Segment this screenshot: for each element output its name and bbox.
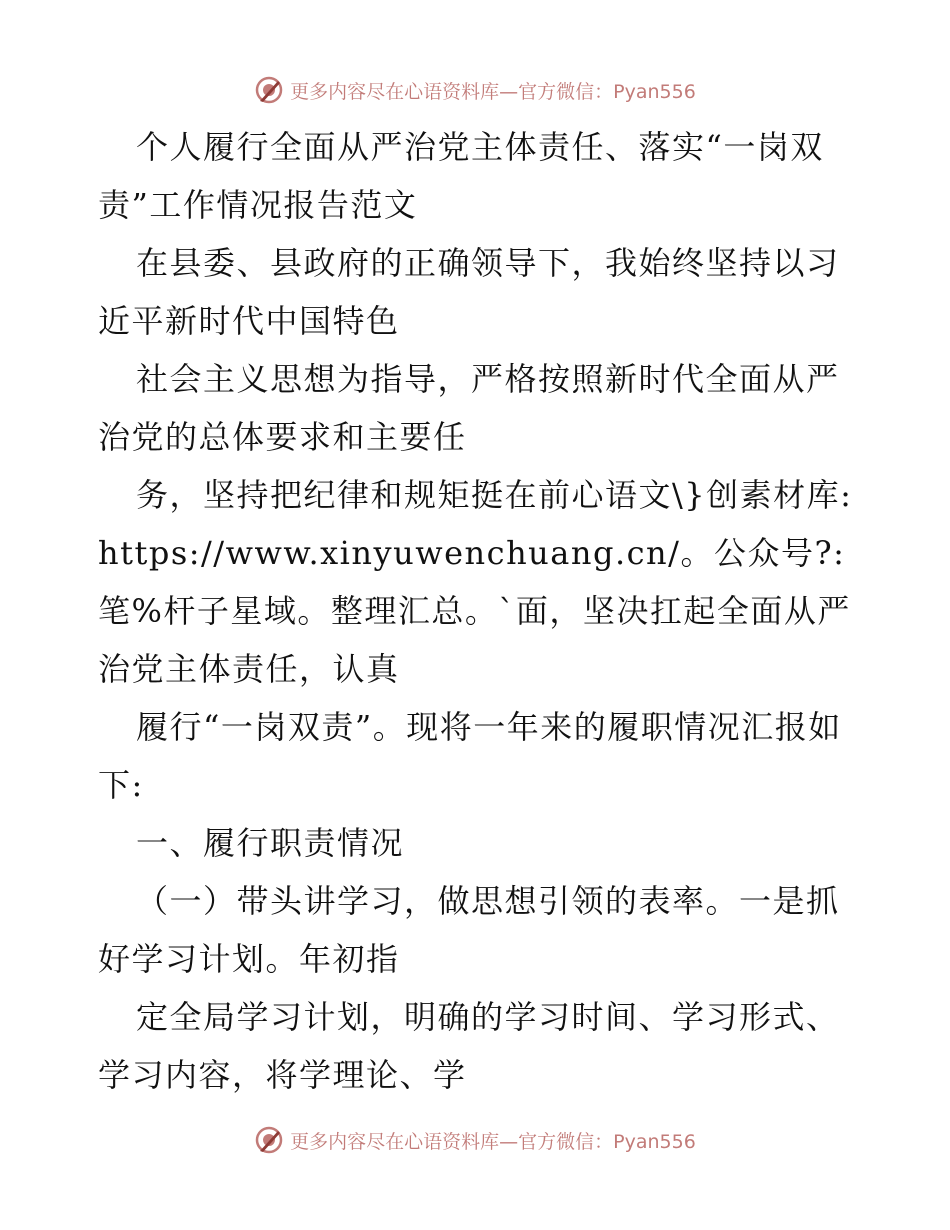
- quill-circle-icon: [254, 1125, 284, 1155]
- paragraph: 社会主义思想为指导，严格按照新时代全面从严治党的总体要求和主要任: [98, 360, 840, 456]
- banner-text: 更多内容尽在心语资料库—官方微信：Pyan556: [290, 1130, 696, 1153]
- section-heading: 一、履行职责情况: [136, 824, 405, 862]
- banner-text: 更多内容尽在心语资料库—官方微信：Pyan556: [290, 80, 696, 103]
- document-body: [98, 118, 858, 1104]
- quill-circle-icon: [254, 75, 284, 105]
- header-watermark-banner: [0, 70, 950, 110]
- document-title: 个人履行全面从严治党主体责任、落实“一岗双责”工作情况报告范文: [98, 128, 824, 224]
- paragraph: （一）带头讲学习，做思想引领的表率。一是抓好学习计划。年初指: [98, 882, 840, 978]
- paragraph: 定全局学习计划，明确的学习时间、学习形式、学习内容，将学理论、学: [98, 998, 840, 1094]
- paragraph: 务，坚持把纪律和规矩挺在前心语文\}创素材库: https://www.xinyuwenchuang.cn/。公众号?: 笔%杆子星域。整理汇总。`面，坚决扛起全面从严治党主体责任，认真: [98, 476, 853, 688]
- paragraph: 履行“一岗双责”。现将一年来的履职情况汇报如下:: [98, 708, 842, 804]
- paragraph: 在县委、县政府的正确领导下，我始终坚持以习近平新时代中国特色: [98, 244, 840, 340]
- footer-watermark-banner: [0, 1120, 950, 1160]
